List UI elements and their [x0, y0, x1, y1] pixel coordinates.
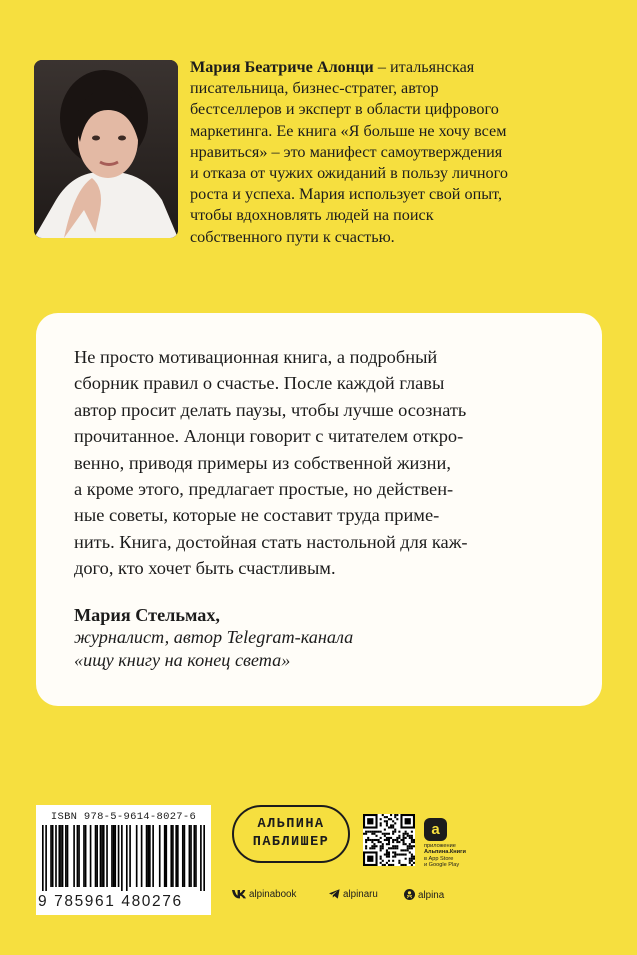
- qr-module: [405, 864, 407, 866]
- barcode-bar: [62, 825, 64, 887]
- review-line: сборник правил о счастье. После каждой главы: [74, 373, 445, 394]
- author-bio-line: нравиться» – это манифест самоутверждения: [190, 142, 503, 161]
- qr-module: [411, 835, 413, 837]
- app-promo: [424, 843, 484, 869]
- qr-module: [394, 847, 396, 849]
- qr-module: [369, 847, 371, 849]
- barcode-bar: [118, 825, 120, 887]
- qr-module: [380, 847, 382, 849]
- qr-module: [392, 845, 394, 847]
- qr-module: [394, 839, 396, 841]
- qr-module: [380, 818, 382, 820]
- qr-module: [384, 833, 386, 835]
- qr-module: [386, 856, 388, 858]
- qr-module: [380, 831, 382, 833]
- app-promo-line: в App Store: [424, 855, 454, 862]
- barcode-bar: [121, 825, 123, 891]
- qr-module: [392, 824, 394, 826]
- qr-module: [411, 841, 413, 843]
- qr-module: [392, 864, 394, 866]
- barcode-bar: [129, 825, 131, 887]
- reviewer-role: журналист, автор Telegram-канала: [74, 627, 354, 648]
- qr-module: [386, 851, 388, 853]
- barcode-box: [36, 805, 211, 915]
- publisher-logo-line1: АЛЬПИНА: [257, 817, 325, 832]
- qr-module: [394, 845, 396, 847]
- qr-module: [380, 822, 382, 824]
- qr-module: [405, 858, 407, 860]
- qr-module: [373, 847, 375, 849]
- qr-module: [384, 854, 386, 856]
- qr-module: [411, 854, 413, 856]
- qr-module: [394, 856, 396, 858]
- reviewer-channel: «ищу книгу на конец света»: [74, 649, 291, 670]
- barcode-bar: [103, 825, 105, 887]
- barcode-bar: [55, 825, 57, 887]
- qr-module: [371, 833, 373, 835]
- social-odnoklassniki[interactable]: [404, 889, 444, 903]
- publisher-logo-line2: ПАБЛИШЕР: [252, 835, 330, 850]
- qr-module: [382, 864, 384, 866]
- qr-module: [390, 864, 392, 866]
- qr-module: [394, 816, 396, 818]
- qr-module: [384, 835, 386, 837]
- isbn-label: ISBN 978-5-9614-8027-6: [50, 811, 197, 823]
- qr-module: [386, 843, 388, 845]
- qr-module: [407, 833, 409, 835]
- qr-module: [405, 849, 407, 851]
- qr-module: [388, 864, 390, 866]
- qr-module: [386, 833, 388, 835]
- qr-module: [409, 851, 411, 853]
- qr-module: [371, 831, 373, 833]
- barcode-bar: [182, 825, 184, 887]
- author-bio-line: собственного пути к счастью.: [190, 227, 395, 246]
- barcode-bar: [159, 825, 161, 887]
- barcode-bar: [100, 825, 102, 887]
- qr-module: [365, 845, 367, 847]
- review-line: прочитанное. Алонци говорит с читателем откро-: [74, 426, 464, 447]
- barcode-bar: [177, 825, 179, 887]
- review-line: ные советы, которые не составит труда приме-: [74, 505, 440, 526]
- qr-module: [365, 833, 367, 835]
- barcode-bar: [164, 825, 166, 887]
- qr-module: [413, 858, 415, 860]
- social-telegram[interactable]: [329, 889, 378, 903]
- qr-module: [378, 831, 380, 833]
- barcode-bar: [58, 825, 60, 887]
- qr-module: [411, 839, 413, 841]
- author-name: Мария Беатриче Алонци: [190, 58, 374, 76]
- qr-module: [386, 816, 388, 818]
- app-promo-title: Альпина.Книги: [424, 849, 466, 856]
- barcode-bar: [195, 825, 197, 887]
- qr-module: [411, 831, 413, 833]
- qr-module: [413, 856, 415, 858]
- qr-module: [394, 822, 396, 824]
- qr-module: [371, 841, 373, 843]
- qr-module: [394, 814, 396, 816]
- barcode-bar: [170, 825, 172, 887]
- barcode-bar: [83, 825, 85, 887]
- qr-module: [380, 837, 382, 839]
- qr-module: [394, 854, 396, 856]
- qr-module: [411, 860, 413, 862]
- qr-module: [398, 841, 400, 843]
- qr-module: [411, 837, 413, 839]
- barcode-bar: [50, 825, 52, 887]
- social-vk[interactable]: [232, 889, 296, 903]
- qr-module: [411, 856, 413, 858]
- app-promo-line: и Google Play: [424, 862, 460, 869]
- qr-module: [396, 847, 398, 849]
- qr-module: [392, 831, 394, 833]
- qr-module: [392, 841, 394, 843]
- qr-module: [384, 816, 386, 818]
- barcode-bar: [203, 825, 205, 891]
- barcode-bar: [184, 825, 186, 887]
- author-bio-line: роста и успеха. Мария использует свой опыт,: [190, 185, 503, 204]
- qr-module: [386, 837, 388, 839]
- barcode-bar: [146, 825, 148, 887]
- qr-module: [382, 847, 384, 849]
- qr-module: [373, 843, 375, 845]
- qr-module: [400, 849, 402, 851]
- telegram-icon: [329, 889, 340, 899]
- author-bio-line: и отказа от чужих ожиданий в пользу личного: [190, 164, 508, 183]
- qr-code: [363, 814, 415, 866]
- qr-module: [386, 820, 388, 822]
- qr-module: [367, 856, 373, 862]
- barcode-bar: [126, 825, 128, 891]
- qr-module: [396, 839, 398, 841]
- qr-module: [413, 845, 415, 847]
- barcode-bar: [141, 825, 143, 887]
- barcode-bar: [85, 825, 87, 887]
- qr-module: [400, 854, 402, 856]
- qr-module: [380, 824, 382, 826]
- qr-module: [386, 839, 388, 841]
- qr-module: [388, 841, 390, 843]
- qr-module: [365, 839, 367, 841]
- qr-module: [388, 826, 390, 828]
- qr-module: [392, 820, 394, 822]
- qr-module: [409, 847, 411, 849]
- barcode-bar: [152, 825, 154, 887]
- qr-module: [373, 831, 375, 833]
- qr-module: [382, 845, 384, 847]
- barcode-bar: [149, 825, 151, 887]
- ok-handle: alpina: [418, 890, 445, 901]
- qr-module: [369, 831, 371, 833]
- qr-module: [409, 843, 411, 845]
- qr-module: [392, 860, 394, 862]
- qr-module: [388, 856, 390, 858]
- qr-module: [382, 860, 384, 862]
- qr-module: [388, 833, 390, 835]
- qr-module: [411, 858, 413, 860]
- qr-module: [380, 841, 382, 843]
- qr-module: [394, 829, 396, 831]
- qr-module: [367, 837, 369, 839]
- review-line: Не просто мотивационная книга, а подробный: [74, 347, 438, 367]
- qr-module: [403, 837, 405, 839]
- qr-module: [386, 849, 388, 851]
- qr-module: [386, 854, 388, 856]
- qr-module: [392, 833, 394, 835]
- qr-module: [386, 824, 388, 826]
- qr-module: [378, 839, 380, 841]
- review-line: автор просит делать паузы, чтобы лучше осознать: [74, 399, 467, 420]
- qr-module: [411, 847, 413, 849]
- qr-module: [380, 845, 382, 847]
- qr-module: [390, 837, 392, 839]
- qr-module: [386, 862, 388, 864]
- review-line: нить. Книга, достойная стать настольной для каж-: [74, 531, 468, 552]
- barcode-bar: [189, 825, 191, 887]
- qr-module: [378, 841, 380, 843]
- author-bio-line: маркетинга. Ее книга «Я больше не хочу всем: [190, 121, 507, 140]
- author-bio-line: писательница, бизнес-стратег, автор: [190, 79, 439, 98]
- qr-module: [409, 835, 411, 837]
- qr-module: [398, 862, 400, 864]
- qr-module: [367, 839, 369, 841]
- qr-module: [407, 847, 409, 849]
- vk-handle: alpinabook: [249, 889, 297, 900]
- qr-module: [388, 847, 390, 849]
- barcode-bar: [67, 825, 69, 887]
- barcode-bar: [60, 825, 62, 887]
- qr-module: [384, 839, 386, 841]
- qr-module: [388, 818, 390, 820]
- qr-module: [396, 814, 398, 816]
- qr-module: [409, 858, 411, 860]
- qr-module: [403, 833, 405, 835]
- qr-module: [365, 841, 367, 843]
- qr-module: [405, 831, 407, 833]
- qr-module: [392, 826, 394, 828]
- barcode-bar: [190, 825, 192, 887]
- qr-module: [384, 829, 386, 831]
- author-photo: [34, 60, 178, 238]
- qr-module: [398, 860, 400, 862]
- qr-module: [390, 824, 392, 826]
- review-signature: [74, 604, 574, 671]
- qr-module: [386, 822, 388, 824]
- qr-module: [392, 856, 394, 858]
- qr-module: [365, 831, 367, 833]
- qr-module: [396, 854, 398, 856]
- qr-module: [388, 860, 390, 862]
- qr-module: [371, 847, 373, 849]
- qr-module: [375, 845, 377, 847]
- qr-module: [396, 837, 398, 839]
- qr-module: [388, 851, 390, 853]
- qr-module: [400, 839, 402, 841]
- qr-module: [382, 833, 384, 835]
- qr-module: [403, 835, 405, 837]
- qr-module: [392, 851, 394, 853]
- qr-module: [400, 864, 402, 866]
- qr-module: [392, 847, 394, 849]
- qr-module: [371, 845, 373, 847]
- qr-module: [413, 862, 415, 864]
- author-bio: [190, 57, 595, 248]
- qr-module: [409, 837, 411, 839]
- barcode-bar: [42, 825, 44, 891]
- qr-module: [369, 839, 371, 841]
- qr-module: [411, 864, 413, 866]
- qr-module: [398, 837, 400, 839]
- barcode-bar: [113, 825, 115, 887]
- qr-module: [380, 856, 382, 858]
- qr-module: [367, 818, 373, 824]
- qr-module: [388, 843, 390, 845]
- qr-module: [384, 864, 386, 866]
- qr-module: [396, 845, 398, 847]
- qr-module: [373, 845, 375, 847]
- qr-module: [403, 854, 405, 856]
- author-bio-line: Мария Беатриче Алонци – итальянская: [190, 58, 475, 76]
- qr-module: [405, 833, 407, 835]
- telegram-handle: alpinaru: [343, 889, 378, 900]
- qr-module: [365, 847, 367, 849]
- author-bio-line: чтобы вдохновлять людей на поиск: [190, 206, 434, 225]
- author-bio-line: бестселлеров и эксперт в области цифрового: [190, 100, 499, 119]
- qr-module: [403, 864, 405, 866]
- qr-module: [407, 845, 409, 847]
- qr-module: [371, 839, 373, 841]
- publisher-logo: [232, 805, 350, 863]
- barcode-bar: [172, 825, 174, 887]
- barcode-bars: [42, 825, 205, 891]
- barcode-bar: [96, 825, 98, 887]
- qr-module: [409, 845, 411, 847]
- qr-module: [405, 818, 411, 824]
- review-line: а кроме этого, предлагает простые, но действен-: [74, 479, 454, 500]
- review-line: венно, приводя примеры из собственной жизни,: [74, 452, 451, 473]
- barcode-bar: [90, 825, 92, 887]
- qr-module: [384, 820, 386, 822]
- qr-module: [403, 843, 405, 845]
- barcode-bar: [111, 825, 113, 887]
- barcode-bar: [77, 825, 79, 887]
- qr-module: [363, 833, 365, 835]
- barcode-bar: [136, 825, 138, 887]
- qr-module: [403, 849, 405, 851]
- qr-module: [405, 837, 407, 839]
- barcode-bar: [147, 825, 149, 887]
- barcode-bar: [193, 825, 195, 887]
- reviewer-name: Мария Стельмах,: [74, 605, 220, 625]
- qr-module: [396, 841, 398, 843]
- qr-module: [390, 847, 392, 849]
- alpina-app-icon: a: [424, 818, 447, 841]
- qr-module: [392, 839, 394, 841]
- barcode-bar: [52, 825, 54, 887]
- barcode-bar: [101, 825, 103, 887]
- barcode-bar: [65, 825, 67, 887]
- qr-module: [403, 839, 405, 841]
- qr-module: [409, 862, 411, 864]
- qr-module: [382, 814, 384, 816]
- qr-module: [394, 831, 396, 833]
- barcode-bar: [165, 825, 167, 887]
- review-card: [36, 313, 602, 706]
- qr-module: [382, 843, 384, 845]
- qr-module: [373, 833, 375, 835]
- qr-module: [388, 839, 390, 841]
- qr-module: [375, 831, 377, 833]
- qr-module: [407, 835, 409, 837]
- barcode-bar: [114, 825, 116, 887]
- qr-module: [407, 849, 409, 851]
- qr-module: [375, 839, 377, 841]
- qr-module: [398, 831, 400, 833]
- barcode-bar: [175, 825, 177, 887]
- qr-module: [398, 854, 400, 856]
- qr-module: [413, 839, 415, 841]
- qr-module: [409, 860, 411, 862]
- qr-module: [396, 818, 398, 820]
- qr-module: [390, 818, 392, 820]
- qr-module: [405, 854, 407, 856]
- qr-module: [380, 858, 382, 860]
- qr-module: [413, 841, 415, 843]
- qr-module: [394, 851, 396, 853]
- qr-module: [380, 849, 382, 851]
- qr-module: [388, 854, 390, 856]
- qr-module: [398, 835, 400, 837]
- barcode-digits: 9 785961 480276: [38, 893, 183, 910]
- review-text: [74, 344, 574, 582]
- qr-module: [405, 843, 407, 845]
- qr-module: [388, 837, 390, 839]
- qr-module: [373, 839, 375, 841]
- qr-module: [380, 862, 382, 864]
- barcode-bar: [45, 825, 47, 891]
- vk-icon: [232, 889, 246, 899]
- app-promo-line: приложение: [424, 843, 456, 849]
- qr-module: [375, 835, 377, 837]
- qr-module: [403, 841, 405, 843]
- odnoklassniki-icon: [404, 889, 415, 900]
- qr-module: [390, 826, 392, 828]
- review-line: дого, кто хочет быть счастливым.: [74, 558, 336, 579]
- barcode-bar: [73, 825, 75, 887]
- qr-module: [390, 814, 392, 816]
- qr-module: [367, 831, 369, 833]
- barcode-bar: [78, 825, 80, 887]
- barcode-bar: [200, 825, 202, 891]
- barcode-bar: [95, 825, 97, 887]
- barcode-bar: [106, 825, 108, 887]
- qr-module: [411, 845, 413, 847]
